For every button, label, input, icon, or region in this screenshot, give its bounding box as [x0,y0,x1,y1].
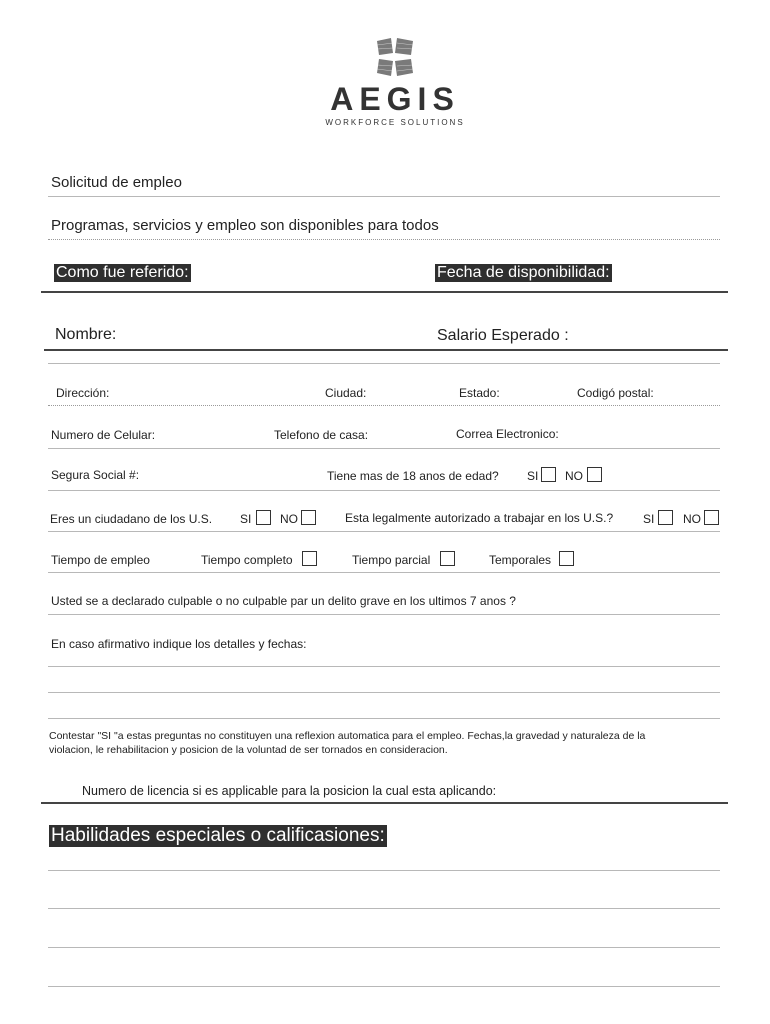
form-title: Solicitud de empleo [51,174,182,191]
city-label: Ciudad: [325,386,367,400]
skills-line [48,908,720,909]
referred-label: Como fue referido: [56,264,189,281]
divider [48,490,720,491]
logo-tagline: WORKFORCE SOLUTIONS [325,118,465,127]
divider [48,614,720,615]
home-phone-label: Telefono de casa: [274,428,369,442]
disclaimer-line-2: violacion, le rehabilitacion y posicion de la voluntad de ser tornados en consideracion. [49,744,448,756]
skills-line [48,986,720,987]
citizen-no-checkbox[interactable] [301,510,316,525]
ssn-label: Segura Social #: [51,468,140,482]
citizen-yes-label: SI [240,512,252,526]
authorized-no-checkbox[interactable] [704,510,719,525]
disclaimer-line-1: Contestar "SI "a estas preguntas no constituyen una reflexion automatica para el empleo. Fechas,la gravedad y naturaleza de la [49,730,646,742]
availability-label: Fecha de disponibilidad: [437,264,610,281]
details-line [48,718,720,719]
divider [48,448,720,449]
temporary-checkbox[interactable] [559,551,574,566]
skills-line [48,947,720,948]
email-label: Correa Electronico: [456,427,559,441]
divider [48,239,720,240]
details-line [48,692,720,693]
authorized-yes-checkbox[interactable] [658,510,673,525]
aegis-logo-mark-icon [373,35,417,79]
age-no-checkbox[interactable] [587,467,602,482]
logo-name: AEGIS [330,81,460,117]
age-yes-label: SI [527,469,539,483]
form-subtitle: Programas, servicios y empleo son disponibles para todos [51,217,439,234]
divider [48,363,720,364]
authorized-yes-label: SI [643,512,655,526]
divider [44,349,728,351]
details-prompt: En caso afirmativo indique los detalles y fechas: [51,637,307,651]
address-label: Dirección: [56,386,110,400]
divider [41,802,728,804]
part-time-checkbox[interactable] [440,551,455,566]
skills-line [48,870,720,871]
divider [48,196,720,197]
age-yes-checkbox[interactable] [541,467,556,482]
license-label: Numero de licencia si es applicable para la posicion la cual esta aplicando: [82,784,497,798]
age-question: Tiene mas de 18 anos de edad? [327,469,499,483]
age-no-label: NO [565,469,583,483]
skills-title: Habilidades especiales o calificasiones: [51,825,385,846]
divider [48,572,720,573]
full-time-label: Tiempo completo [201,553,293,567]
citizen-no-label: NO [280,512,298,526]
aegis-logo [300,30,490,130]
felony-question: Usted se a declarado culpable o no culpable par un delito grave en los ultimos 7 anos ? [51,594,516,608]
salary-label: Salario Esperado : [437,327,569,344]
citizen-yes-checkbox[interactable] [256,510,271,525]
name-label: Nombre: [55,326,117,343]
citizen-question: Eres un ciudadano de los U.S. [50,512,213,526]
employment-type-label: Tiempo de empleo [51,553,150,567]
zip-label: Codigó postal: [577,386,654,400]
divider [41,291,728,293]
details-line [48,666,720,667]
cell-phone-label: Numero de Celular: [51,428,156,442]
full-time-checkbox[interactable] [302,551,317,566]
authorized-no-label: NO [683,512,701,526]
divider [48,531,720,532]
temporary-label: Temporales [489,553,552,567]
state-label: Estado: [459,386,500,400]
authorized-question: Esta legalmente autorizado a trabajar en los U.S.? [345,511,614,525]
divider [48,405,720,406]
part-time-label: Tiempo parcial [352,553,431,567]
